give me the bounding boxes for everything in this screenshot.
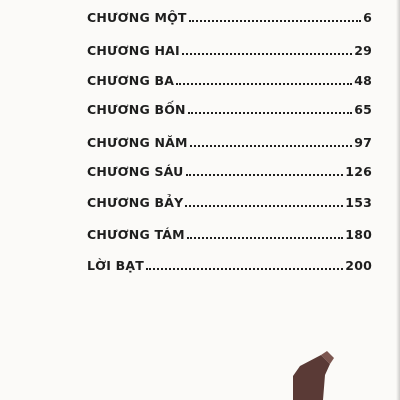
toc-entry-title: CHƯƠNG HAI <box>87 42 180 58</box>
toc-entry-3[interactable] <box>87 67 372 87</box>
toc-entry-8[interactable] <box>87 221 372 241</box>
toc-entry-title: CHƯƠNG MỘT <box>87 9 187 25</box>
corner-decoration-shape <box>293 355 330 400</box>
dot-leader <box>182 53 352 55</box>
toc-entry-5[interactable] <box>87 129 372 149</box>
toc-entry-4[interactable] <box>87 96 372 116</box>
toc-entry-page-number: 29 <box>354 42 372 58</box>
toc-entry-title: CHƯƠNG BỐN <box>87 101 186 117</box>
toc-entry-2[interactable] <box>87 37 372 57</box>
toc-entry-6[interactable] <box>87 158 372 178</box>
toc-entry-page-number: 48 <box>354 72 372 88</box>
toc-entry-page-number: 153 <box>345 194 372 210</box>
toc-entry-page-number: 126 <box>345 163 372 179</box>
toc-entry-page-number: 6 <box>363 9 372 25</box>
toc-entry-1[interactable] <box>87 4 372 24</box>
toc-entry-title: CHƯƠNG TÁM <box>87 226 185 242</box>
toc-entry-title: CHƯƠNG BA <box>87 72 175 88</box>
toc-entry-7[interactable] <box>87 189 372 209</box>
toc-entry-page-number: 97 <box>354 134 372 150</box>
dot-leader <box>187 237 344 239</box>
toc-entry-title: LỜI BẠT <box>87 257 145 273</box>
dot-leader <box>189 20 361 22</box>
toc-entry-page-number: 200 <box>345 257 372 273</box>
page-edge-shadow <box>396 0 400 400</box>
corner-decoration-highlight <box>321 351 334 364</box>
dot-leader <box>146 268 343 270</box>
toc-entry-page-number: 65 <box>354 101 372 117</box>
dot-leader <box>186 174 344 176</box>
dot-leader <box>176 83 352 85</box>
dot-leader <box>190 145 353 147</box>
dot-leader <box>185 205 343 207</box>
toc-entry-title: CHƯƠNG BẢY <box>87 194 184 210</box>
toc-entry-page-number: 180 <box>345 226 372 242</box>
toc-entry-title: CHƯƠNG SÁU <box>87 163 184 179</box>
toc-entry-title: CHƯƠNG NĂM <box>87 134 188 150</box>
toc-entry-9[interactable] <box>87 252 372 272</box>
dot-leader <box>188 112 353 114</box>
